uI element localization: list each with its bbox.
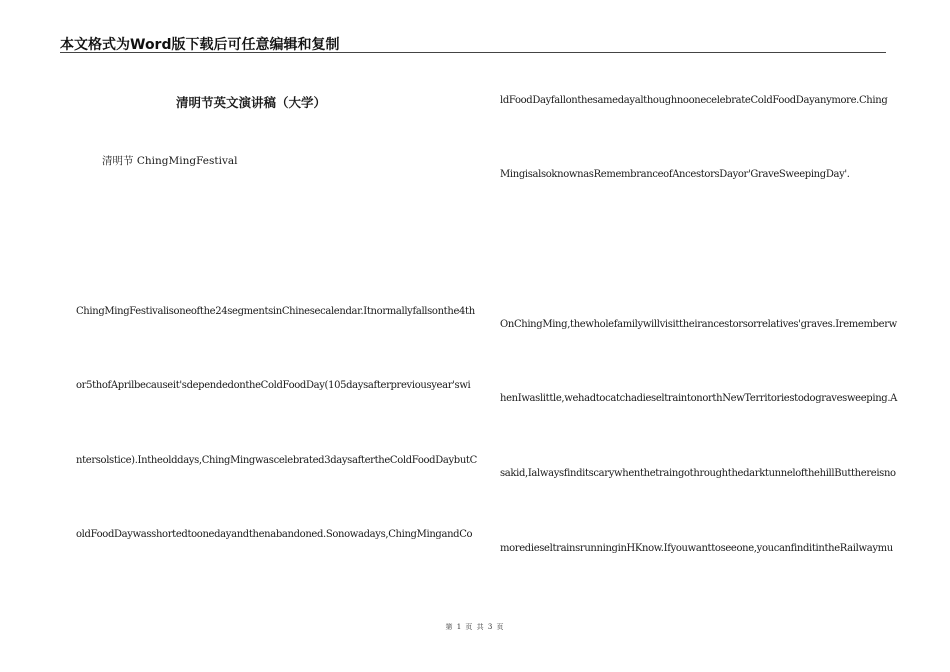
document-subheading: 清明节 ChingMingFestival [102,155,238,167]
left-column-line: oldFoodDaywasshortedtoonedayandthenabandoned.Sonowadays,ChingMingandCo [76,529,473,540]
right-column-line: moredieseltrainsrunninginHKnow.Ifyouwanttoseeone,youcanfinditintheRailwaymu [500,543,893,554]
header-divider [60,52,886,53]
right-column-line: henIwaslittle,wehadtocatchadieseltraintonorthNewTerritoriestodogravesweeping.A [500,393,898,404]
left-column-line: ntersolstice).Intheolddays,ChingMingwascelebrated3daysaftertheColdFoodDaybutC [76,455,477,466]
page-number-footer: 第 1 页 共 3 页 [445,623,505,631]
left-column-line: ChingMingFestivalisoneofthe24segmentsinChinesecalendar.Itnormallyfallsonthe4th [76,306,475,317]
right-column-line: MingisalsoknownasRemembranceofAncestorsDayor'GraveSweepingDay'. [500,169,850,180]
right-column-line: sakid,IalwaysfinditscarywhenthetraingothroughthedarktunnelofthehillButthereisno [500,468,896,479]
left-column-line: or5thofAprilbecauseit'sdependedontheColdFoodDay(105daysafterpreviousyear'swi [76,380,471,391]
document-header: 本文格式为Word版下载后可任意编辑和复制 [60,37,340,53]
right-column-line: ldFoodDayfallonthesamedayalthoughnoonecelebrateColdFoodDayanymore.Ching [500,95,888,106]
document-title: 清明节英文演讲稿（大学） [176,95,327,110]
right-column-line: OnChingMing,thewholefamilywillvisittheirancestorsorrelatives'graves.Irememberw [500,319,897,330]
